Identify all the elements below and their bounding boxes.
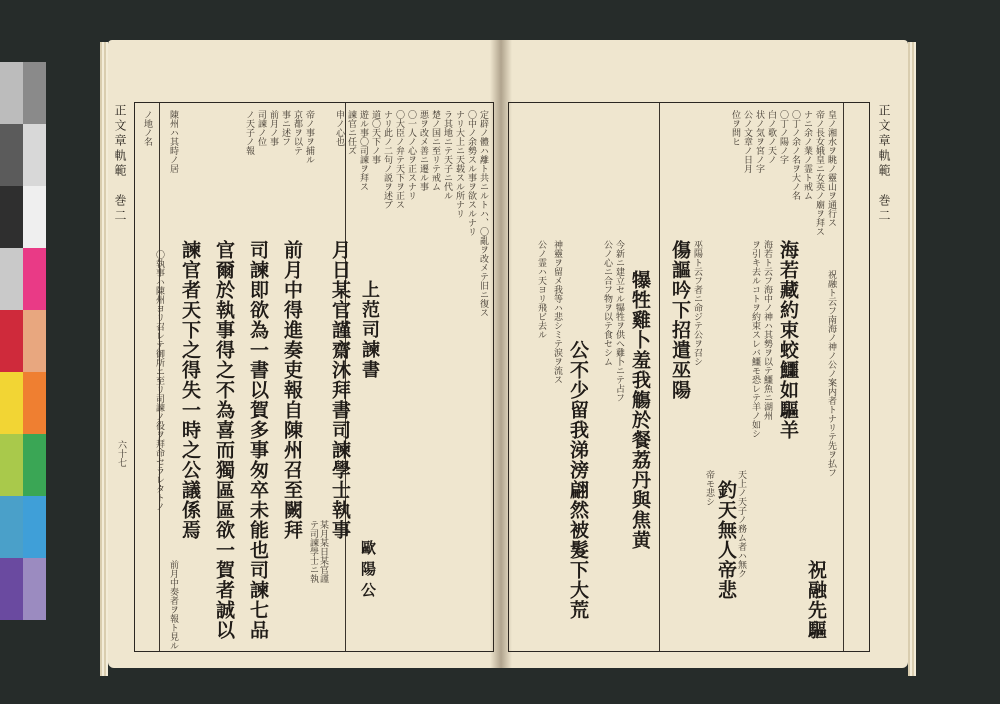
top-note: 〇丁ノ陽ノ字 [778,110,788,164]
side-note: 公ノ霊ハ天ヨリ飛ビ去ル [536,240,546,339]
color-chip [23,372,46,434]
main-text-column: 釣天無人帝悲 [715,480,737,600]
top-note: ラ其地ニテ天子ニ代ル [442,110,452,200]
top-note: ナリ此ノ二句ノ説ヲ述ブ [382,110,392,209]
main-text-column: 前月中得進奏吏報自陳州召至闕拜 [281,240,303,540]
main-text-column: 公不少留我涕滂翩然被髮下大荒 [567,340,589,620]
side-note: 天上ノ天子ノ務ム者ハ無ク [736,470,746,578]
book-gutter [490,40,512,668]
side-note: 祝融ト云フ南海ノ神ノ公ノ案内者トナリテ先ヲ払フ [826,270,836,477]
note: 帝ノ事ヲ捕ル [304,110,314,164]
top-note: 状ノ気ヲ宮ノ字 [754,110,764,173]
side-note: 巫陽ト云フ者ニ命ジテ公ヲ召シ [692,240,702,366]
main-text-column: 祝融先驅 [805,560,827,640]
sub-note: テ司諫學士ニ執 [308,520,318,583]
left-page [108,40,500,668]
bottom-note: ノ地ノ名 [142,110,152,146]
main-text-column: 官爾於執事得之不為喜而獨區區欲一賀者誠以 [213,240,235,640]
side-note: 帝モ悲シ [704,470,714,506]
color-chip [0,434,23,496]
main-text-column: 司諫即欲為一書以賀多事匆卒未能也司諫七品 [247,240,269,640]
top-note: 悪ヲ改メ善ニ遷ル事 [418,110,428,191]
color-chip [0,62,23,124]
left-page-header: 正文章軌範 巻二 [113,104,127,224]
bottom-note: 前月中奏者ヲ報ト見ル [168,560,178,650]
main-text-column: 犦牲雞卜羞我觴於餐荔丹與焦黄 [629,270,651,550]
note: 京都ヲ以テ [292,110,302,155]
right-page-edge [908,42,916,676]
right-page-header: 正文章軌範 巻二 [877,104,891,224]
color-chip [23,186,46,248]
top-note: 〇丁ノ余ノ名ヲ大ノ名 [790,110,800,200]
bottom-note: 〇執事ハ陳州ヨリ召レテ御所ニ至リ司諫ノ役ヲ拜命セラレタトノ [154,250,164,511]
main-text-column: 海若藏約束蛟鱷如驅羊 [777,240,799,440]
color-chip [0,372,23,434]
top-note: 定辟ノ體ハ離ト共ニルトハ、〇亂ヲ改メテ旧ニ復ス [478,110,488,317]
note: 司諫ノ位 [256,110,266,146]
note: 遊ル事〇司諫ヲ拜ス [358,110,368,191]
top-note: ナリ大上ニ天载スル所ナリ [454,110,464,218]
top-note: 公ノ文章ノ日月 [742,110,752,173]
left-page-folio: 六十七 [116,440,126,467]
main-text-column: 月日某官謹齋沐拜書司諫學士執事 [329,240,351,540]
color-chip [23,248,46,310]
color-chip [0,124,23,186]
color-chip [0,496,23,558]
color-chip [23,496,46,558]
top-note: 道〇天下ノ事 [370,110,380,164]
color-chip [0,186,23,248]
top-note: 〇中ノ余勢スル事ヲ欲スルナリ [466,110,476,236]
note: 申ノ心也 [334,110,344,146]
bottom-note: 陳州ハ其時ノ居 [168,110,178,173]
top-note: 楚ノ国ニ至リテ戒ム [430,110,440,191]
side-note: 海若ト云フ海中ノ神ハ其勢ヲ以テ鱷魚ニ湖州 [762,240,772,420]
top-note: 〇大臣ノ弁テ天下ヲ正ス [394,110,404,209]
color-chip [0,558,23,620]
color-chip [23,124,46,186]
color-chip [0,310,23,372]
color-calibration-strip [0,62,46,628]
color-chip [23,558,46,620]
side-note: 神靈ヲ留メ我等ハ悲シミテ涙ヲ流ス [552,240,562,384]
side-note: ヲ引キ去ルコトヲ約束スレバ鱷モ恐レテ羊ノ如シ [750,240,760,438]
color-chip [23,62,46,124]
section-title: 上范司諫書 [359,280,380,380]
left-page-edge [100,42,108,676]
color-chip [0,248,23,310]
top-note: 〇一人ノ心ヲ正スナリ [406,110,416,200]
color-chip [23,310,46,372]
main-text-column: 傷謳吟下招遣巫陽 [669,240,691,400]
note: 事ニ述フ [280,110,290,146]
note: ノ天子ノ報 [244,110,254,155]
top-note: 皇ノ湘水ヲ眺ノ靈山ヲ通行ス [826,110,836,227]
note: 諫官ニ任ズ [346,110,356,155]
top-note: 帝ノ長女娥皇ニ女英ノ廟ヲ拜ス [814,110,824,236]
sub-note: 某月某日某官謹 [318,520,328,583]
main-text-column: 諫官者天下之得失一時之公議係焉 [179,240,201,540]
section-author: 歐陽公 [359,540,377,603]
color-chip [23,434,46,496]
top-note: ナニ余ノ業ノ霊ト戒ム [802,110,812,200]
top-note: 白ノ歌ノ天ノ [766,110,776,164]
side-note: 公ノ心ニ合フ物ヲ以テ食セシム [602,240,612,366]
right-page [500,40,908,668]
note: 前月ノ事 [268,110,278,146]
open-book [108,34,908,674]
side-note: 今新ニ建立セル犦牲ヲ供ヘ雞卜ニテ占フ [614,240,624,402]
top-note: 位ヲ問ヒ [730,110,740,146]
